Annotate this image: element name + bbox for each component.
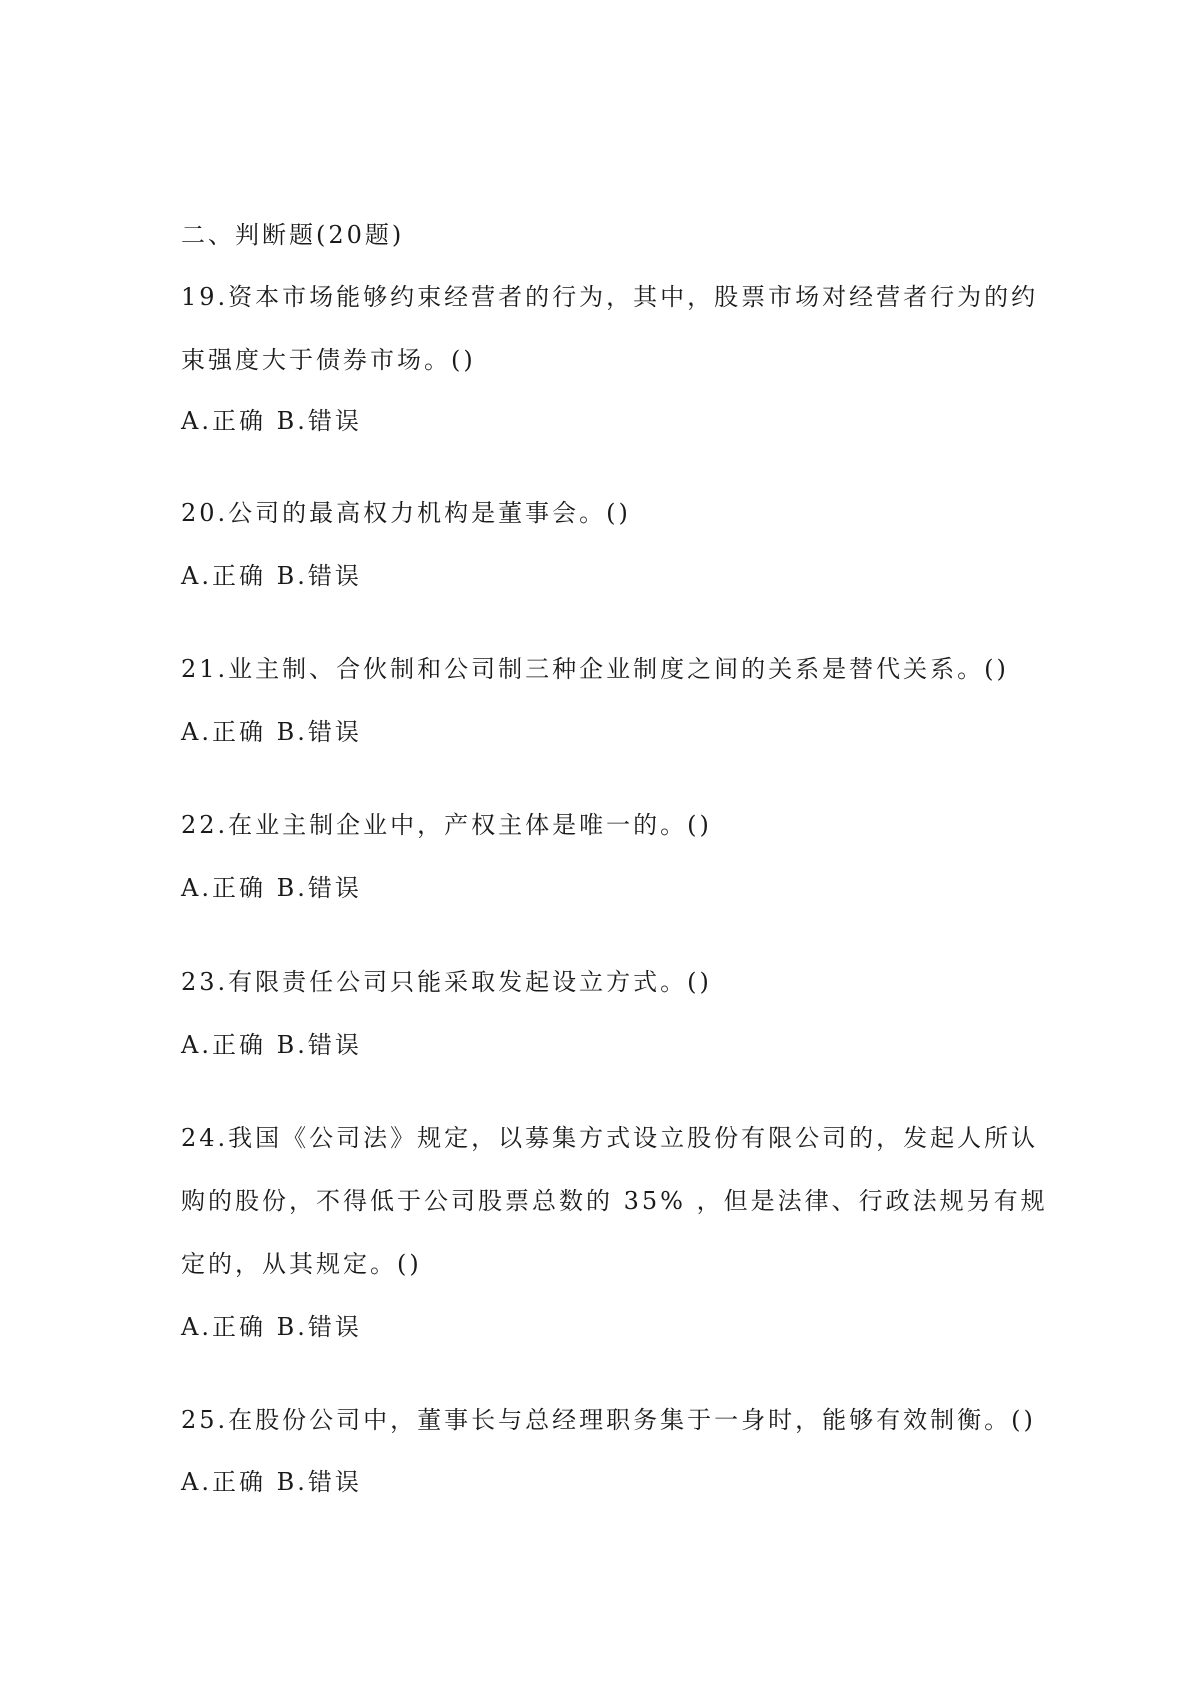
question-21-text: 21.业主制、合伙制和公司制三种企业制度之间的关系是替代关系。() [181, 655, 1009, 683]
question-19-text-line-1: 19.资本市场能够约束经营者的行为，其中，股票市场对经营者行为的约 [181, 283, 1039, 311]
question-25-text: 25.在股份公司中，董事长与总经理职务集于一身时，能够有效制衡。() [181, 1406, 1036, 1434]
question-21-options: A.正确 B.错误 [181, 718, 362, 746]
question-23-options: A.正确 B.错误 [181, 1031, 362, 1059]
question-23-text: 23.有限责任公司只能采取发起设立方式。() [181, 968, 712, 996]
question-24-text-line-3: 定的，从其规定。() [181, 1250, 422, 1278]
question-24-text-line-2: 购的股份，不得低于公司股票总数的 35% ，但是法律、行政法规另有规 [181, 1187, 1048, 1215]
question-25-options: A.正确 B.错误 [181, 1468, 362, 1496]
question-24-options: A.正确 B.错误 [181, 1313, 362, 1341]
question-24-text-line-1: 24.我国《公司法》规定，以募集方式设立股份有限公司的，发起人所认 [181, 1124, 1039, 1152]
question-19-options: A.正确 B.错误 [181, 407, 362, 435]
section-title: 二、判断题(20题) [181, 221, 405, 249]
question-22-text: 22.在业主制企业中，产权主体是唯一的。() [181, 811, 712, 839]
question-19-text-line-2: 束强度大于债券市场。() [181, 346, 476, 374]
question-20-options: A.正确 B.错误 [181, 562, 362, 590]
question-20-text: 20.公司的最高权力机构是董事会。() [181, 499, 631, 527]
question-22-options: A.正确 B.错误 [181, 874, 362, 902]
